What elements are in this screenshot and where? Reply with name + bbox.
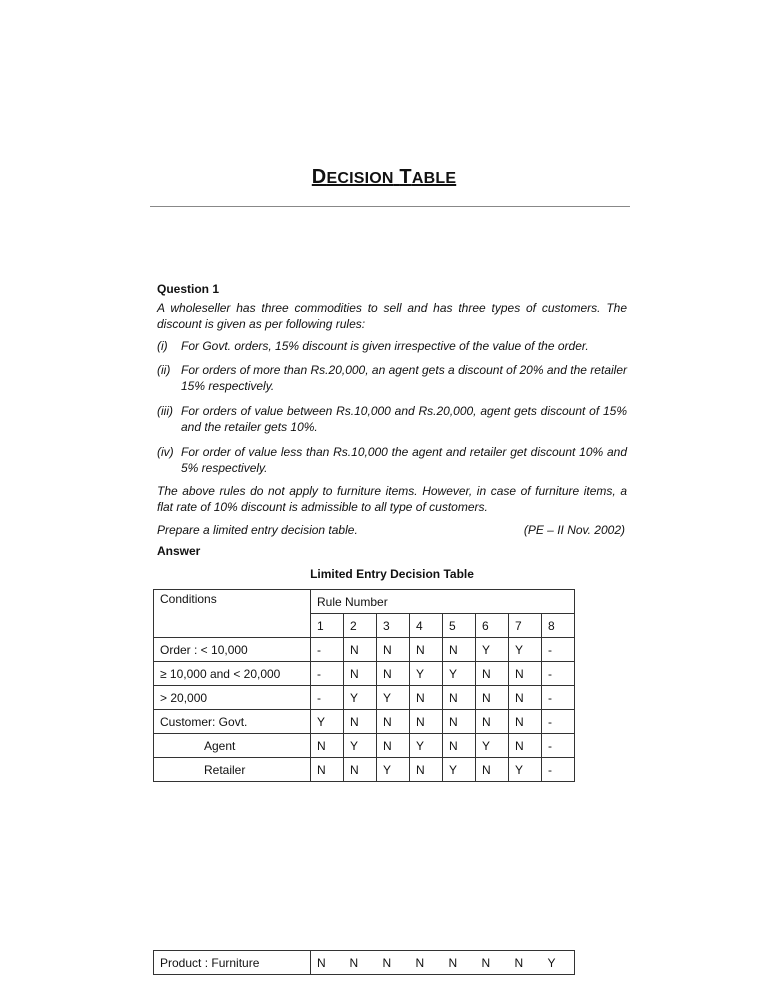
rule-cell: Y [410, 662, 443, 686]
rule-cell: N [344, 758, 377, 782]
rule-cell: - [542, 758, 575, 782]
conditions-header: Conditions [154, 590, 311, 638]
answer-heading: Answer [157, 544, 201, 558]
rule-cell: N [410, 758, 443, 782]
page-title: DECISION TABLE [311, 166, 457, 188]
rule-cell: N [377, 638, 410, 662]
rule-cell: - [542, 686, 575, 710]
question-intro: A wholeseller has three commodities to sell and has three types of customers. The discount is given as per following rules: [157, 301, 627, 331]
furniture-note: The above rules do not apply to furniture items. However, in case of furniture items, a flat rate of 10% discount is admissible to all type of customers. [157, 484, 627, 514]
rule-cell: Y [377, 686, 410, 710]
table-gap [154, 782, 575, 951]
rule-number: 5 [443, 614, 476, 638]
rule-cell: Y [509, 638, 542, 662]
rule-cell: Y [476, 734, 509, 758]
rule-cell: N [344, 638, 377, 662]
rule-cell: N [509, 710, 542, 734]
rule-cell: N [476, 951, 509, 975]
rule-cell: - [311, 662, 344, 686]
rule-cell: N [377, 951, 410, 975]
condition-label: Retailer [154, 758, 311, 782]
prepare-instruction: Prepare a limited entry decision table. (PE – II Nov. 2002) [157, 523, 625, 537]
rule-number: 1 [311, 614, 344, 638]
condition-label: Product : Furniture [154, 951, 311, 975]
rule-cell: N [476, 686, 509, 710]
table-row [154, 662, 575, 686]
rule-cell: N [344, 951, 377, 975]
rule-number: 7 [509, 614, 542, 638]
rule-cell: N [344, 662, 377, 686]
rule-cell: - [542, 662, 575, 686]
rule-cell: N [377, 710, 410, 734]
rule-cell: N [443, 710, 476, 734]
title-divider [150, 206, 630, 207]
rule-cell: N [476, 710, 509, 734]
rule-cell: N [311, 734, 344, 758]
rule-cell: N [311, 951, 344, 975]
rule-cell: N [476, 662, 509, 686]
table-row [154, 734, 575, 758]
rule-number: 8 [542, 614, 575, 638]
question-heading: Question 1 [157, 282, 220, 296]
table-row [154, 686, 575, 710]
rule-number-header: Rule Number [311, 590, 575, 614]
rule-cell: Y [476, 638, 509, 662]
rule-cell: Y [377, 758, 410, 782]
decision-table [153, 589, 575, 975]
condition-label: > 20,000 [154, 686, 311, 710]
rule-cell: N [311, 758, 344, 782]
rule-cell: N [410, 638, 443, 662]
condition-label: Customer: Govt. [154, 710, 311, 734]
rule-cell: - [542, 710, 575, 734]
rule-cell: N [410, 951, 443, 975]
rule-cell: N [443, 638, 476, 662]
rule-cell: N [410, 686, 443, 710]
condition-label: Order : < 10,000 [154, 638, 311, 662]
rule-cell: Y [344, 686, 377, 710]
rule-cell: Y [542, 951, 575, 975]
rule-cell: N [377, 734, 410, 758]
rule-number: 3 [377, 614, 410, 638]
rule-number: 6 [476, 614, 509, 638]
table-row [154, 710, 575, 734]
exam-reference: (PE – II Nov. 2002) [523, 523, 625, 537]
rule-cell: N [509, 686, 542, 710]
rule-cell: N [509, 951, 542, 975]
rule-cell: Y [509, 758, 542, 782]
rule-cell: Y [311, 710, 344, 734]
rule-cell: Y [443, 758, 476, 782]
rule-cell: N [476, 758, 509, 782]
rule-cell: Y [410, 734, 443, 758]
rule-cell: - [542, 638, 575, 662]
table-row [154, 951, 575, 975]
rule-cell: N [443, 686, 476, 710]
table-caption: Limited Entry Decision Table [310, 567, 474, 581]
table-row [154, 638, 575, 662]
condition-label: ≥ 10,000 and < 20,000 [154, 662, 311, 686]
table-gap-cell [154, 782, 575, 951]
rule-cell: Y [344, 734, 377, 758]
rule-cell: N [509, 662, 542, 686]
table-row [154, 758, 575, 782]
rule-cell: - [542, 734, 575, 758]
rule-number: 4 [410, 614, 443, 638]
table-header-row [154, 590, 575, 614]
rule-cell: N [443, 951, 476, 975]
rule-cell: N [443, 734, 476, 758]
rule-cell: N [509, 734, 542, 758]
rule-number: 2 [344, 614, 377, 638]
rule-cell: - [311, 638, 344, 662]
rule-cell: Y [443, 662, 476, 686]
rule-cell: N [344, 710, 377, 734]
condition-label: Agent [154, 734, 311, 758]
rule-cell: N [410, 710, 443, 734]
rule-cell: N [377, 662, 410, 686]
rule-cell: - [311, 686, 344, 710]
